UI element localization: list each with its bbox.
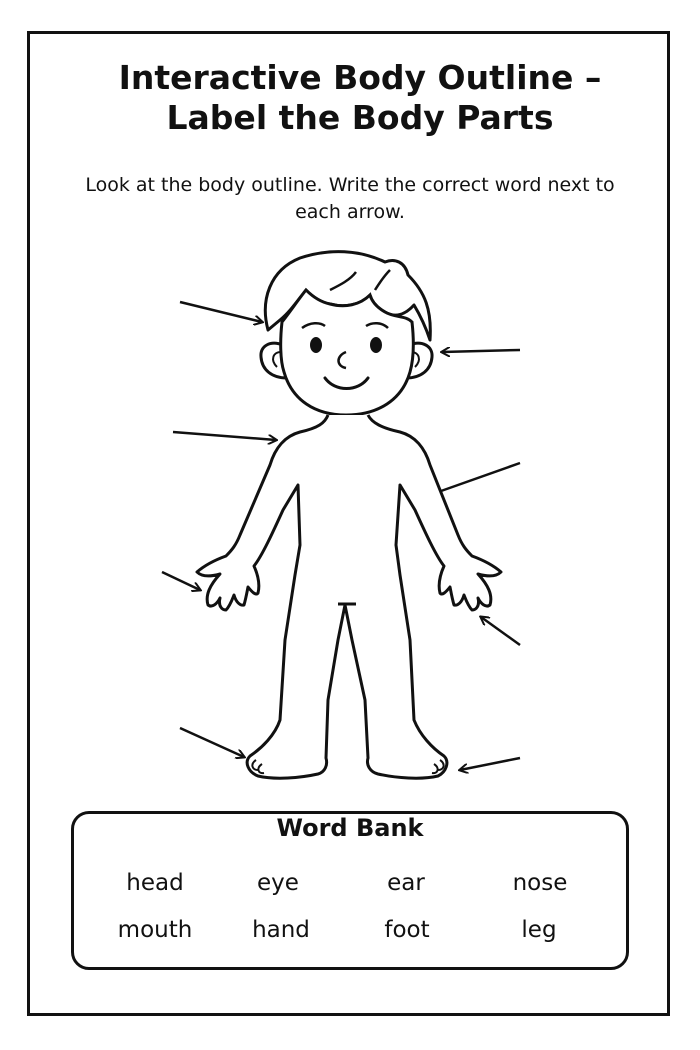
instructions-text: Look at the body outline. Write the correct word next to each arrow. xyxy=(85,174,615,223)
arrow-right-foot xyxy=(460,758,520,770)
arrow-shoulder xyxy=(173,432,276,440)
left-eye xyxy=(310,337,322,353)
arrow-left-hand xyxy=(162,572,200,590)
word-bank-word: ear xyxy=(387,870,425,896)
arrow-left-foot xyxy=(180,728,244,757)
word-bank-word: hand xyxy=(252,917,310,943)
word-bank-word: nose xyxy=(512,870,568,896)
word-bank-word: foot xyxy=(384,917,430,943)
word-bank-word: eye xyxy=(257,870,299,896)
arrow-ear xyxy=(442,350,520,352)
arrow-hair xyxy=(180,302,262,322)
body-outline xyxy=(197,415,501,778)
right-eye xyxy=(370,337,382,353)
arrow-arm xyxy=(441,463,520,491)
arrow-right-hand xyxy=(481,617,520,645)
word-bank-word: head xyxy=(126,870,184,896)
word-bank-word: mouth xyxy=(117,917,193,943)
title-line-1: Interactive Body Outline – xyxy=(118,58,602,97)
word-bank-title: Word Bank xyxy=(276,814,424,842)
word-bank-word: leg xyxy=(521,917,557,943)
title-line-2: Label the Body Parts xyxy=(166,98,554,138)
